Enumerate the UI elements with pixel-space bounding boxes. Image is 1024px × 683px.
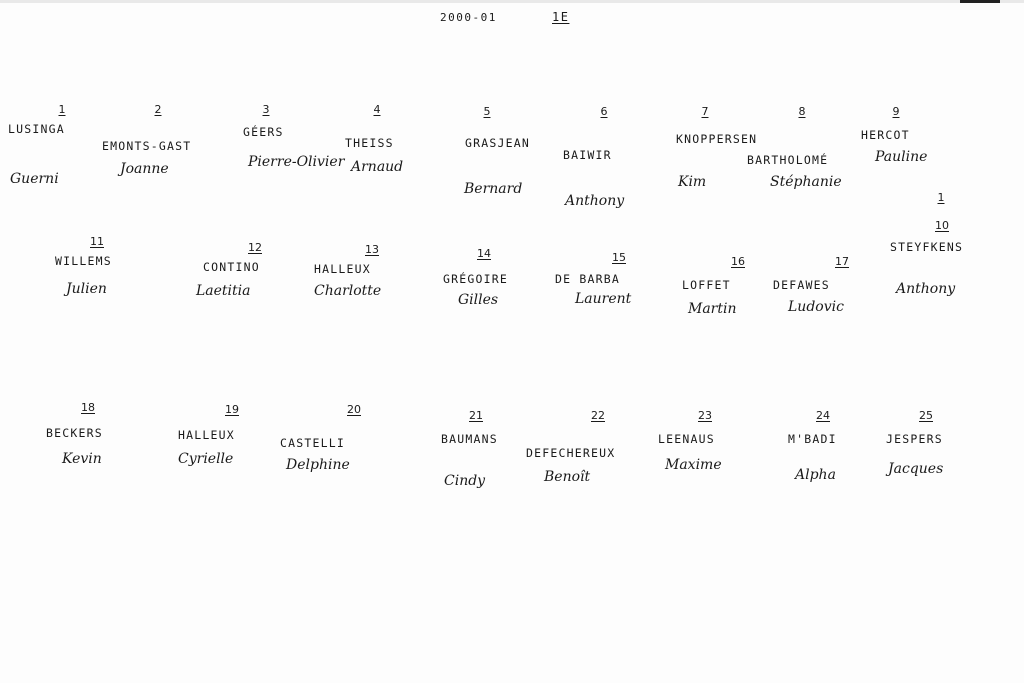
student-first-name: Benoît: [544, 469, 591, 485]
student-first-name: Jacques: [888, 461, 944, 477]
student-first-name: Martin: [688, 301, 737, 317]
student-number: 2: [154, 103, 162, 116]
student-first-name: Laetitia: [196, 283, 251, 299]
student-last-name: BECKERS: [46, 426, 103, 440]
student-first-name: Cindy: [444, 473, 486, 489]
student-number: 19: [225, 403, 239, 416]
student-number: 13: [365, 243, 379, 256]
student-number: 24: [816, 409, 830, 422]
student-last-name: BAIWIR: [563, 148, 612, 162]
student-number: 15: [612, 251, 626, 264]
student-first-name: Pauline: [875, 149, 928, 165]
student-first-name: Guerni: [10, 171, 59, 187]
student-first-name: Cyrielle: [178, 451, 234, 467]
student-last-name: STEYFKENS: [890, 240, 964, 254]
student-last-name: HALLEUX: [178, 428, 235, 442]
student-last-name: THEISS: [345, 136, 394, 150]
student-last-name: EMONTS-GAST: [102, 139, 192, 153]
student-first-name: Arnaud: [351, 159, 404, 175]
student-last-name: BARTHOLOMÉ: [747, 153, 829, 167]
student-last-name: DEFECHEREUX: [526, 446, 616, 460]
student-first-name: Bernard: [464, 181, 523, 197]
student-number: 21: [469, 409, 483, 422]
student-first-name: Anthony: [896, 281, 956, 297]
student-first-name: Laurent: [575, 291, 632, 307]
student-number: 12: [248, 241, 262, 254]
student-last-name: KNOPPERSEN: [676, 132, 758, 146]
student-last-name: DE BARBA: [555, 272, 620, 286]
stray-number-mark: 1: [937, 191, 945, 204]
student-number: 8: [798, 105, 806, 118]
student-first-name: Joanne: [120, 161, 169, 177]
student-number: 3: [262, 103, 270, 116]
student-number: 11: [90, 235, 104, 248]
student-last-name: LUSINGA: [8, 122, 65, 136]
student-last-name: DEFAWES: [773, 278, 830, 292]
student-last-name: GRÉGOIRE: [443, 272, 508, 286]
student-last-name: BAUMANS: [441, 432, 498, 446]
student-last-name: LEENAUS: [658, 432, 715, 446]
student-number: 23: [698, 409, 712, 422]
student-last-name: GÉERS: [243, 125, 284, 139]
scan-top-edge: [0, 0, 1024, 3]
student-number: 20: [347, 403, 361, 416]
student-first-name: Delphine: [286, 457, 350, 473]
student-last-name: JESPERS: [886, 432, 943, 446]
student-number: 5: [483, 105, 491, 118]
student-first-name: Alpha: [795, 467, 836, 483]
student-last-name: M'BADI: [788, 432, 837, 446]
student-number: 1: [58, 103, 66, 116]
scan-edge-mark: [960, 0, 1000, 3]
student-number: 4: [373, 103, 381, 116]
student-number: 25: [919, 409, 933, 422]
student-number: 6: [600, 105, 608, 118]
student-first-name: Kevin: [62, 451, 102, 467]
student-number: 14: [477, 247, 491, 260]
student-number: 16: [731, 255, 745, 268]
student-number: 9: [892, 105, 900, 118]
student-last-name: HERCOT: [861, 128, 910, 142]
student-last-name: CONTINO: [203, 260, 260, 274]
student-first-name: Charlotte: [314, 283, 382, 299]
student-first-name: Maxime: [665, 457, 722, 473]
student-last-name: WILLEMS: [55, 254, 112, 268]
student-last-name: HALLEUX: [314, 262, 371, 276]
student-first-name: Stéphanie: [770, 174, 842, 190]
school-year: 2000-01: [440, 11, 497, 24]
student-number: 22: [591, 409, 605, 422]
student-first-name: Pierre-Olivier: [248, 154, 345, 170]
student-last-name: GRASJEAN: [465, 136, 530, 150]
student-first-name: Kim: [678, 174, 707, 190]
student-number: 17: [835, 255, 849, 268]
student-number: 18: [81, 401, 95, 414]
class-label: 1E: [552, 10, 570, 24]
student-first-name: Gilles: [458, 292, 499, 308]
student-last-name: CASTELLI: [280, 436, 345, 450]
student-number: 7: [701, 105, 709, 118]
student-first-name: Anthony: [565, 193, 625, 209]
student-last-name: LOFFET: [682, 278, 731, 292]
student-first-name: Julien: [66, 281, 107, 297]
student-number: 10: [935, 219, 949, 232]
student-first-name: Ludovic: [788, 299, 844, 315]
